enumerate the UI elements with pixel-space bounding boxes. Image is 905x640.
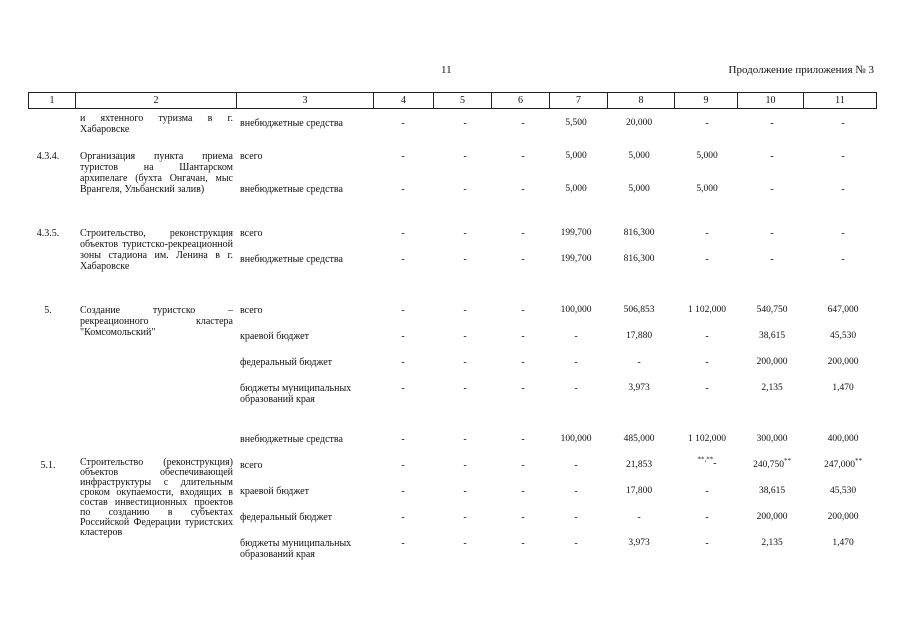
value-cell: 2,135 xyxy=(761,538,783,548)
value-cell: - xyxy=(463,538,467,549)
value-cell: 45,530 xyxy=(829,486,857,496)
value-cell-annotated xyxy=(818,456,868,471)
value-cell: 100,000 xyxy=(560,434,592,444)
value-cell: - xyxy=(770,254,774,265)
value-cell: 2,135 xyxy=(761,383,783,393)
value-cell: 506,853 xyxy=(623,305,655,315)
header-cell: 1 xyxy=(29,93,76,109)
value-cell: 1 102,000 xyxy=(688,434,726,444)
value-cell: - xyxy=(463,434,467,445)
value-cell: 540,750 xyxy=(756,305,788,315)
value-cell: - xyxy=(463,460,467,471)
funding-source: бюджеты муниципальных образований края xyxy=(240,538,352,560)
value-cell: 38,615 xyxy=(758,486,786,496)
value-cell: - xyxy=(521,118,525,129)
value-cell: - xyxy=(521,434,525,445)
value-cell: 38,615 xyxy=(758,331,786,341)
value-cell: 5,000 xyxy=(565,151,587,161)
value-cell: 1,470 xyxy=(832,538,854,548)
header-row xyxy=(29,93,877,109)
value-cell: - xyxy=(401,228,405,239)
value-cell: - xyxy=(401,254,405,265)
value-cell: 100,000 xyxy=(560,305,592,315)
value-cell-annotated xyxy=(682,455,732,469)
value-cell: 5,500 xyxy=(565,118,587,128)
value-cell: - xyxy=(401,460,405,471)
value-cell: - xyxy=(401,184,405,195)
value-cell: - xyxy=(705,538,709,549)
value-cell: - xyxy=(574,331,578,342)
value-cell: 1 102,000 xyxy=(688,305,726,315)
value-text: 240,750 xyxy=(753,460,784,470)
value-cell: - xyxy=(521,331,525,342)
funding-source: краевой бюджет xyxy=(240,331,309,342)
value-cell: - xyxy=(770,118,774,129)
value-cell: - xyxy=(705,228,709,239)
header-cell: 2 xyxy=(76,93,237,109)
value-cell: 199,700 xyxy=(560,228,592,238)
funding-source: внебюджетные средства xyxy=(240,434,343,445)
value-cell: - xyxy=(401,118,405,129)
value-cell: - xyxy=(521,538,525,549)
item-number: 5.1. xyxy=(40,460,56,471)
value-cell: 200,000 xyxy=(756,512,788,522)
value-cell: - xyxy=(521,151,525,162)
value-cell: - xyxy=(463,118,467,129)
value-cell: - xyxy=(574,460,578,471)
funding-source: федеральный бюджет xyxy=(240,512,333,523)
value-cell: 200,000 xyxy=(756,357,788,367)
item-name: Строительство (реконструкция) объектов обеспечивающей инфраструктуры с длительным сроком окупаемости, входящих в состав инвестиционных проектов по созданию в субъектах Российской Федерации туристских кластеров xyxy=(80,457,233,538)
value-cell: - xyxy=(521,254,525,265)
value-cell: 21,853 xyxy=(625,460,653,470)
value-cell: - xyxy=(521,383,525,394)
value-cell: - xyxy=(463,331,467,342)
value-cell: - xyxy=(705,331,709,342)
value-cell: - xyxy=(463,228,467,239)
funding-source: федеральный бюджет xyxy=(240,357,333,368)
footnote-mark: **,** xyxy=(697,455,714,464)
value-cell: - xyxy=(401,434,405,445)
header-cell: 3 xyxy=(237,93,374,109)
value-cell: - xyxy=(463,184,467,195)
column-header-table xyxy=(28,92,877,109)
value-cell: - xyxy=(574,486,578,497)
item-number: 4.3.5. xyxy=(36,228,60,239)
value-cell: 5,000 xyxy=(696,184,718,194)
value-cell: 485,000 xyxy=(623,434,655,444)
header-cell: 9 xyxy=(675,93,738,109)
value-cell: - xyxy=(463,151,467,162)
item-name: Организация пункта приема туристов на Шантарском архипелаге (бухта Онгачан, мыс Врангеля, Ульбанский залив) xyxy=(80,151,233,195)
value-cell: - xyxy=(463,383,467,394)
header-cell: 6 xyxy=(492,93,550,109)
footnote-mark: ** xyxy=(783,456,791,465)
value-cell: - xyxy=(770,184,774,195)
value-cell: 20,000 xyxy=(625,118,653,128)
value-cell: - xyxy=(521,460,525,471)
value-cell: - xyxy=(705,357,709,368)
funding-source: всего xyxy=(240,228,263,239)
value-cell: - xyxy=(521,184,525,195)
value-cell: - xyxy=(841,254,845,265)
value-cell: 5,000 xyxy=(628,151,650,161)
item-name: и яхтенного туризма в г. Хабаровске xyxy=(80,113,233,135)
header-cell: 10 xyxy=(738,93,804,109)
funding-source: внебюджетные средства xyxy=(240,254,343,265)
value-cell: - xyxy=(705,383,709,394)
value-cell: - xyxy=(574,383,578,394)
funding-source: всего xyxy=(240,151,263,162)
value-cell: - xyxy=(705,486,709,497)
header-cell: 8 xyxy=(608,93,675,109)
value-cell: 17,800 xyxy=(625,486,653,496)
funding-source: бюджеты муниципальных образований края xyxy=(240,383,352,405)
value-cell: - xyxy=(401,512,405,523)
header-cell: 5 xyxy=(434,93,492,109)
funding-source: всего xyxy=(240,460,263,471)
value-cell: - xyxy=(521,357,525,368)
item-number: 5. xyxy=(44,305,52,316)
value-cell: 5,000 xyxy=(696,151,718,161)
value-cell: - xyxy=(401,151,405,162)
header-cell: 11 xyxy=(804,93,877,109)
value-cell: - xyxy=(463,254,467,265)
value-cell: 200,000 xyxy=(827,512,859,522)
value-cell: 17,880 xyxy=(625,331,653,341)
value-cell: 3,973 xyxy=(628,383,650,393)
value-cell: 5,000 xyxy=(628,184,650,194)
value-cell: - xyxy=(637,357,641,368)
appendix-note: Продолжение приложения № 3 xyxy=(728,64,874,76)
value-cell: - xyxy=(463,357,467,368)
value-cell: 1,470 xyxy=(832,383,854,393)
value-cell: - xyxy=(401,357,405,368)
value-cell: 200,000 xyxy=(827,357,859,367)
value-cell: - xyxy=(770,228,774,239)
value-cell: - xyxy=(521,512,525,523)
value-cell: - xyxy=(521,486,525,497)
value-cell: - xyxy=(521,305,525,316)
value-cell: - xyxy=(401,383,405,394)
value-cell: - xyxy=(841,118,845,129)
value-cell: - xyxy=(401,305,405,316)
value-cell: - xyxy=(521,228,525,239)
value-cell: 45,530 xyxy=(829,331,857,341)
value-cell: 5,000 xyxy=(565,184,587,194)
value-cell: 300,000 xyxy=(756,434,788,444)
funding-source: внебюджетные средства xyxy=(240,184,343,195)
value-cell: - xyxy=(841,228,845,239)
value-cell: - xyxy=(705,118,709,129)
funding-source: внебюджетные средства xyxy=(240,118,343,129)
value-cell: - xyxy=(770,151,774,162)
value-text: - xyxy=(713,458,717,469)
value-cell: - xyxy=(463,512,467,523)
header-cell: 4 xyxy=(374,93,434,109)
value-cell: - xyxy=(841,151,845,162)
value-cell: 3,973 xyxy=(628,538,650,548)
value-cell-annotated xyxy=(747,456,797,471)
header-cell: 7 xyxy=(550,93,608,109)
value-cell: - xyxy=(637,512,641,523)
footnote-mark: ** xyxy=(854,456,862,465)
funding-source: всего xyxy=(240,305,263,316)
value-cell: - xyxy=(401,486,405,497)
value-cell: 816,300 xyxy=(623,254,655,264)
value-cell: - xyxy=(705,254,709,265)
value-cell: - xyxy=(574,357,578,368)
value-cell: - xyxy=(463,305,467,316)
value-cell: 816,300 xyxy=(623,228,655,238)
item-number: 4.3.4. xyxy=(36,151,60,162)
item-name: Строительство, реконструкция объектов туристско-рекреационной зоны стадиона им. Ленина в г. Хабаровске xyxy=(80,228,233,272)
value-cell: - xyxy=(574,538,578,549)
value-cell: - xyxy=(401,538,405,549)
value-cell: - xyxy=(401,331,405,342)
value-cell: - xyxy=(463,486,467,497)
item-name: Создание туристско – рекреационного кластера "Комсомольский" xyxy=(80,305,233,338)
value-cell: 400,000 xyxy=(827,434,859,444)
funding-source: краевой бюджет xyxy=(240,486,309,497)
value-cell: 647,000 xyxy=(827,305,859,315)
value-cell: - xyxy=(705,512,709,523)
value-cell: - xyxy=(841,184,845,195)
value-text: 247,000 xyxy=(824,460,855,470)
value-cell: 199,700 xyxy=(560,254,592,264)
page-number: 11 xyxy=(441,64,452,76)
value-cell: - xyxy=(574,512,578,523)
